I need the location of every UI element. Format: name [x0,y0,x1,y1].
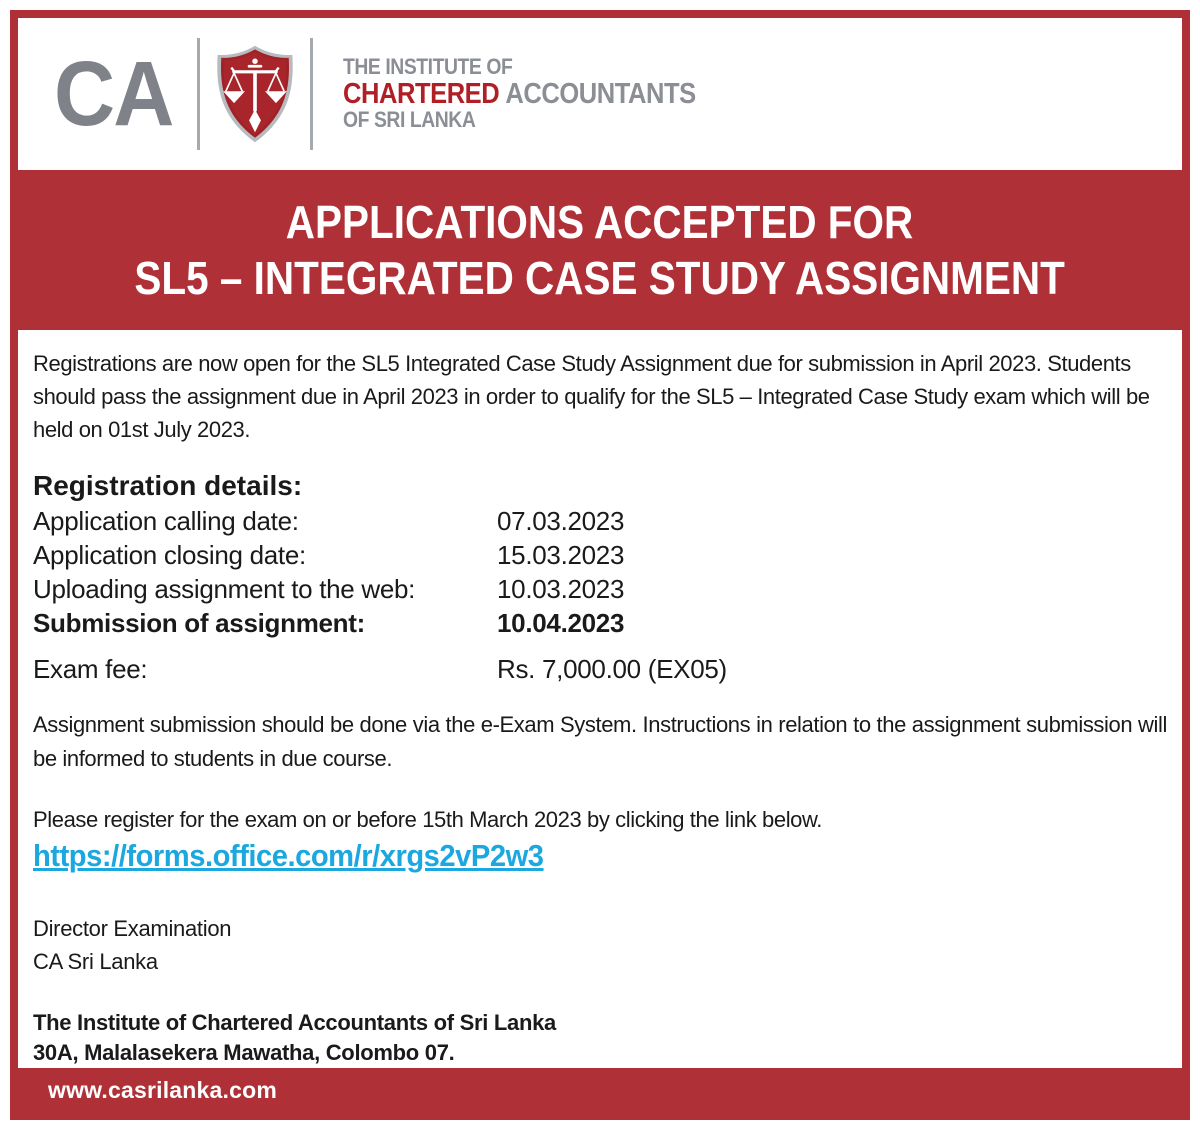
intro-paragraph: Registrations are now open for the SL5 Integrated Case Study Assignment due for submission in April 2023. Students should pass the assignment due in April 2023 in order to qualify for the SL5 – Integrated Case Study exam which will be held on 01st July 2023. [33,351,1150,442]
signature-org: CA Sri Lanka [33,949,158,974]
register-prompt: Please register for the exam on or before 15th March 2023 by clicking the link below. [33,807,823,832]
footer-bar [18,1068,1182,1112]
announcement-flyer [10,10,1190,1120]
ca-monogram: CA [54,43,173,145]
signature-role: Director Examination [33,916,232,941]
registration-link[interactable]: https://forms.office.com/r/xrgs2vP2w3 [33,838,544,873]
institute-address [33,1008,1167,1068]
header [18,18,1182,170]
content [18,330,1182,1068]
registration-label: Application closing date: [33,540,306,570]
registration-label: Submission of assignment: [33,608,365,638]
registration-label: Application calling date: [33,506,299,536]
exam-fee-row [33,652,1167,686]
scales-shield-icon [214,42,296,146]
registration-row [33,538,1167,572]
registration-value: 10.03.2023 [497,574,625,604]
registration-details-heading: Registration details: [33,470,303,501]
registration-value: 07.03.2023 [497,506,625,536]
ca-sri-lanka-logo [54,38,744,150]
submission-note: Assignment submission should be done via the e-Exam System. Instructions in relation to the assignment submission will be informed to students in due course. [33,712,1167,771]
logo-chartered: CHARTERED [342,77,500,110]
title-banner [18,170,1182,330]
exam-fee-value: Rs. 7,000.00 (EX05) [497,654,727,684]
registration-value: 15.03.2023 [497,540,625,570]
registration-row [33,572,1167,606]
logo-divider [197,38,200,150]
address-line-1: The Institute of Chartered Accountants of Sri Lanka [33,1010,556,1035]
registration-label: Uploading assignment to the web: [33,574,416,604]
logo-accountants: ACCOUNTANTS [505,77,696,110]
banner-title-line1: APPLICATIONS ACCEPTED FOR [286,195,914,248]
logo-line-3: OF SRI LANKA [342,107,476,133]
registration-row [33,504,1167,538]
registration-value: 10.04.2023 [497,608,625,638]
banner-title-line2: SL5 – INTEGRATED CASE STUDY ASSIGNMENT [134,252,1066,304]
address-line-2: 30A, Malalasekera Mawatha, Colombo 07. [33,1040,455,1065]
exam-fee-label: Exam fee: [33,654,148,684]
logo-line-1: THE INSTITUTE OF [342,54,513,80]
website-url: www.casrilanka.com [48,1076,278,1103]
registration-row-submission [33,606,1167,640]
signature-block [33,912,1167,978]
logo-divider [310,38,313,150]
logo-line-2 [343,79,696,109]
logo-wordmark [343,56,744,132]
